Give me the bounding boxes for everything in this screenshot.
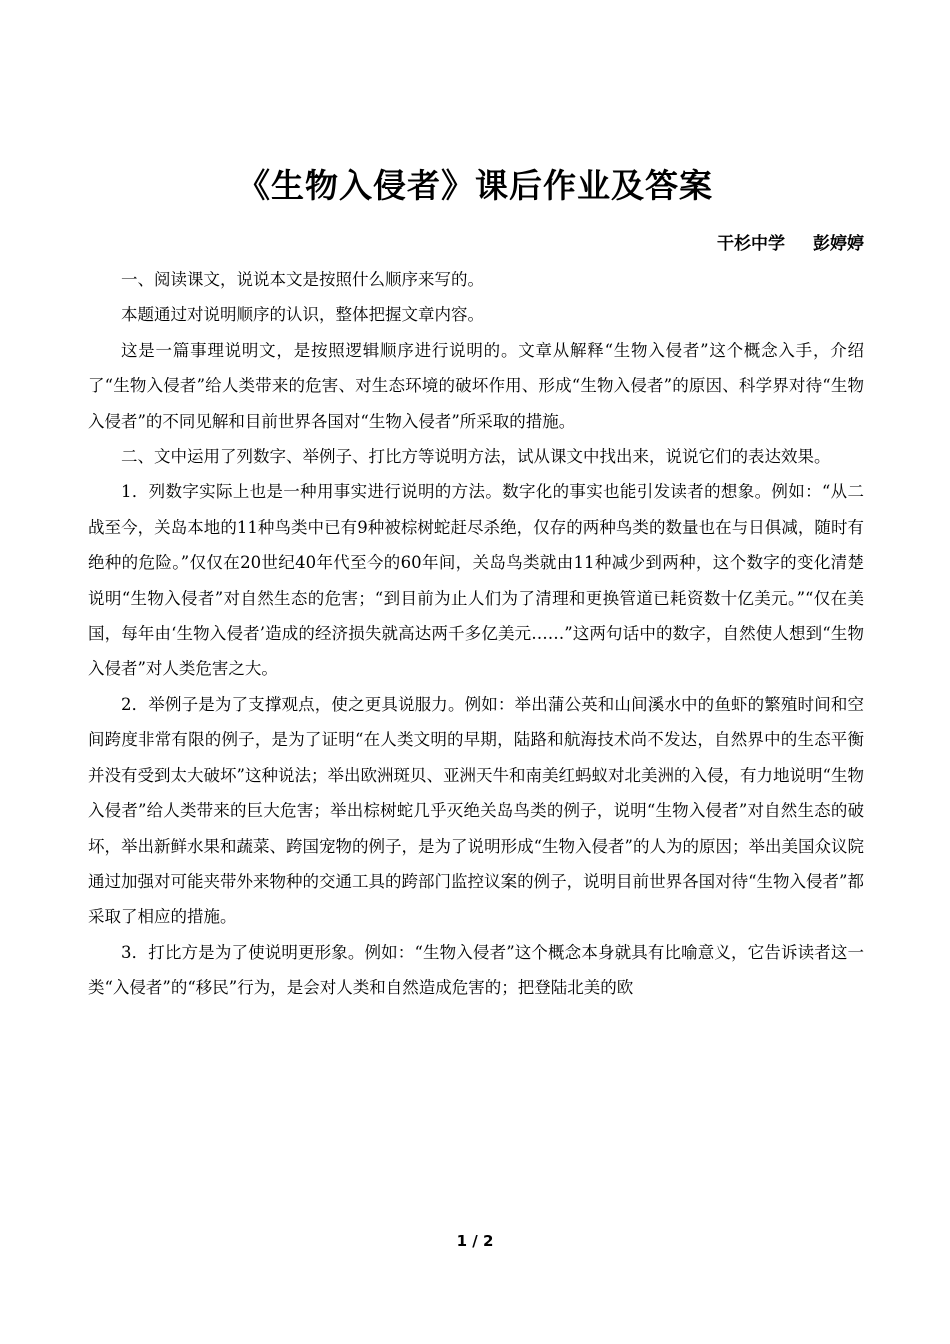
answer-examples: 2．举例子是为了支撑观点，使之更具说服力。例如：举出蒲公英和山间溪水中的鱼虾的繁殖时间和空间跨度非常有限的例子，是为了证明“在人类文明的早期，陆路和航海技术尚不发达，自然界中的生态平衡并没有受到太大破坏”这种说法；举出欧洲斑贝、亚洲天牛和南美红蚂蚁对北美洲的入侵，有力地说明“生物入侵者”给人类带来的巨大危害；举出棕树蛇几乎灭绝关岛鸟类的例子，说明“生物入侵者”对自然生态的破坏，举出新鲜水果和蔬菜、跨国宠物的例子，是为了说明形成“生物入侵者”的人为的原因；举出美国众议院通过加强对可能夹带外来物种的交通工具的跨部门监控议案的例子，说明目前世界各国对待“生物入侵者”都采取了相应的措施。 bbox=[88, 694, 864, 927]
page-number: 1 / 2 bbox=[456, 1232, 494, 1250]
question-1-hint: 本题通过对说明顺序的认识，整体把握文章内容。 bbox=[121, 305, 484, 325]
author-school: 干杉中学 bbox=[717, 234, 785, 254]
answer-metaphor: 3．打比方是为了使说明更形象。例如：“生物入侵者”这个概念本身就具有比喻意义，它告诉读者这一类“入侵者”的“移民”行为，是会对人类和自然造成危害的；把登陆北美的欧 bbox=[88, 942, 864, 998]
author-line bbox=[717, 229, 864, 259]
question-1-answer: 这是一篇事理说明文，是按照逻辑顺序进行说明的。文章从解释“生物入侵者”这个概念入手，介绍了“生物入侵者”给人类带来的危害、对生态环境的破坏作用、形成“生物入侵者”的原因、科学界对待“生物入侵者”的不同见解和目前世界各国对“生物入侵者”所采取的措施。 bbox=[88, 340, 864, 431]
document-title: 《生物入侵者》课后作业及答案 bbox=[237, 166, 713, 205]
question-2: 二、文中运用了列数字、举例子、打比方等说明方法，试从课文中找出来，说说它们的表达效果。 bbox=[121, 447, 831, 467]
question-1: 一、阅读课文，说说本文是按照什么顺序来写的。 bbox=[121, 270, 484, 289]
document-body bbox=[88, 262, 864, 1006]
answer-list-numbers: 1．列数字实际上也是一种用事实进行说明的方法。数字化的事实也能引发读者的想象。例如：“从二战至今，关岛本地的11种鸟类中已有9种被棕树蛇赶尽杀绝，仅存的两种鸟类的数量也在与日俱减，随时有绝种的危险。”仅仅在20世纪40年代至今的60年间，关岛鸟类就由11种减少到两种，这个数字的变化清楚说明“生物入侵者”对自然生态的危害；“到目前为止人们为了清理和更换管道已耗资数十亿美元。”“仅在美国，每年由‘生物入侵者’造成的经济损失就高达两千多亿美元……”这两句话中的数字，自然使人想到“生物入侵者”对人类危害之大。 bbox=[88, 482, 864, 679]
author-name: 彭婷婷 bbox=[813, 234, 864, 254]
